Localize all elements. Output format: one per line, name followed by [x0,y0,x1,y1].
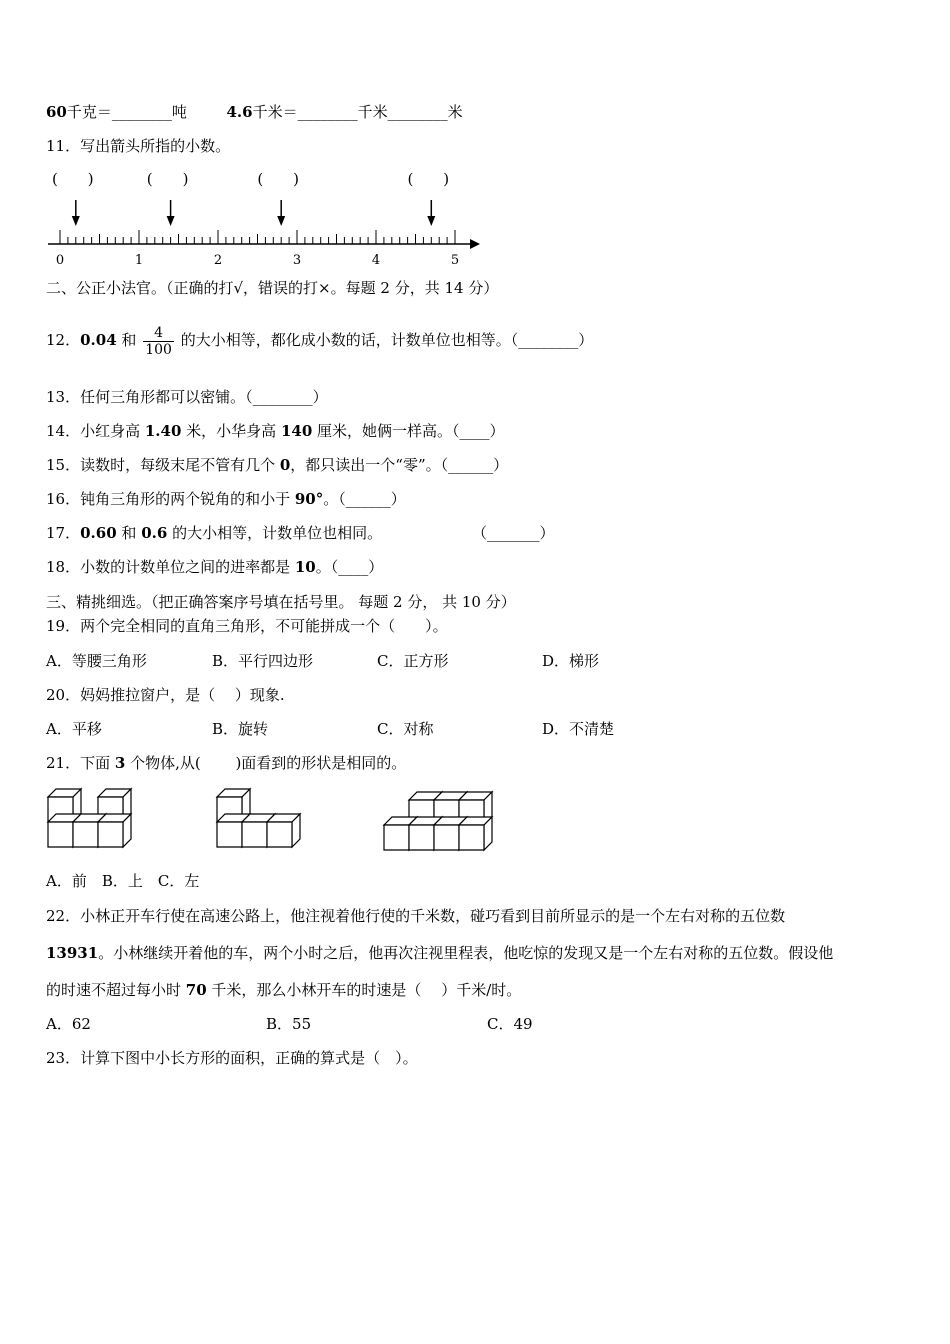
q20-option-a[interactable]: A．平移 [46,720,102,738]
q19-option-c[interactable]: C．正方形 [377,652,449,670]
q20-option-c[interactable]: C．对称 [377,720,434,738]
q12-rest: 的大小相等，都化成小数的话，计数单位也相等。（________） [175,331,594,349]
q18-a: 18．小数的计数单位之间的进率都是 [46,558,295,576]
q10-b-unit3: 米 [447,103,463,121]
q22-line3-c: 千米，那么小林开车的时速是（ ）千米/时。 [206,981,522,999]
q20-option-b[interactable]: B．旋转 [212,720,269,738]
tick-label: 0 [55,253,65,268]
q18 [46,557,383,577]
q12-mid: 和 [116,331,142,349]
tick-label: 2 [213,253,223,268]
q10-b-unit2: 千米 [357,103,388,121]
q16-a: 16．钝角三角形的两个锐角的和小于 [46,490,295,508]
q12-prefix: 12． [46,331,81,349]
answer-paren: ( ) [51,170,94,188]
q22-line2-text: 。小林继续开着他的车，两个小时之后，他再次注视里程表，他吃惊的发现又是一个左右对称的五位数。假设他 [98,944,834,962]
q14-d: 140 [280,422,313,440]
q22-option-a[interactable]: A．62 [46,1015,91,1033]
number-line-labels [56,253,459,268]
q17-b: 0.60 [80,524,117,542]
q15 [46,455,508,475]
q10-a-unit2: 吨 [171,103,187,121]
axis-arrowhead [470,239,480,249]
answer-paren: ( ) [407,170,450,188]
q18-c: 。（____） [315,558,384,576]
q10-b-unit1: 千米＝ [252,103,298,121]
cube [267,814,300,847]
q23-text: 23．计算下图中小长方形的面积，正确的算式是（ ）。 [46,1049,418,1067]
answer-parens [52,170,449,188]
q20-text: 20．妈妈推拉窗户，是（ ）现象. [46,686,285,704]
down-arrow-icon [427,216,435,226]
q14 [46,421,505,441]
q14-b: 1.40 [144,422,182,440]
q10-b-blank2[interactable]: ________ [387,103,448,121]
q16-b: 90° [294,490,324,508]
q17-d: 0.6 [141,524,168,542]
q17 [46,523,382,543]
tick-label: 4 [371,253,381,268]
q13: 13．任何三角形都可以密铺。（________） [46,388,328,406]
q19-option-b[interactable]: B．平行四边形 [212,652,314,670]
tick-label: 1 [134,253,144,268]
q22-line1: 22．小林正开车行使在高速公路上，他注视着他行使的千米数，碰巧看到目前所显示的是一个左右对称的五位数 [46,907,786,925]
q10-b-value: 4.6 [226,103,253,121]
section2-heading: 二、公正小法官。（正确的打√，错误的打×。每题 2 分，共 14 分） [46,279,499,297]
q12-frac-num: 4 [143,325,174,342]
q16-c: 。（______） [323,490,406,508]
q12-fraction [143,325,174,358]
q14-a: 14．小红身高 [46,422,145,440]
q10-a-unit1: 千克＝ [66,103,112,121]
q21-text [46,753,406,773]
q15-a: 15．读数时，每级末尾不管有几个 [46,456,280,474]
section3-heading: 三、精挑细选。（把正确答案序号填在括号里。 每题 2 分， 共 10 分） [46,593,516,611]
q21-c: 个物体,从( )面看到的形状是相同的。 [125,754,407,772]
q17-blank[interactable]: （_______） [472,524,555,542]
q18-b: 10 [294,558,316,576]
q21-b: 3 [114,754,126,772]
tick-label: 3 [292,253,302,268]
q22-line3-b: 70 [185,981,207,999]
q15-b: 0 [279,456,291,474]
q17-c: 和 [116,524,142,542]
number-line-axis [48,230,480,249]
number-line-figure [40,166,500,270]
q21-options[interactable]: A．前 B．上 C．左 [46,872,200,890]
q12-num1: 0.04 [80,331,117,349]
q22-option-c[interactable]: C．49 [487,1015,533,1033]
q11-text: 11．写出箭头所指的小数。 [46,137,231,155]
q19-option-a[interactable]: A．等腰三角形 [46,652,147,670]
q22-line2 [46,943,833,963]
q22-line3 [46,980,521,1000]
tick-label: 5 [450,253,460,268]
q20-option-d[interactable]: D．不清楚 [542,720,615,738]
q15-c: ，都只读出一个“零”。（______） [290,456,509,474]
answer-arrows [72,200,436,226]
q12-frac-den: 100 [145,341,172,358]
q17-e: 的大小相等，计数单位也相同。 [167,524,383,542]
down-arrow-icon [277,216,285,226]
q21-a: 21．下面 [46,754,115,772]
q19-option-d[interactable]: D．梯形 [542,652,600,670]
q17-a: 17． [46,524,81,542]
answer-paren: ( ) [146,170,189,188]
q12 [46,322,593,358]
q14-c: 米，小华身高 [181,422,281,440]
down-arrow-icon [167,216,175,226]
q10-a-value: 60 [46,103,67,121]
q22-line2-num: 13931 [46,944,99,962]
cube [459,817,492,850]
q16 [46,489,406,509]
answer-paren: ( ) [257,170,300,188]
q22-option-b[interactable]: B．55 [266,1015,312,1033]
q10-a-blank[interactable]: ________ [111,103,172,121]
q10-conversion-line [46,102,463,122]
cube-drawings [48,789,492,850]
q22-line3-a: 的时速不超过每小时 [46,981,186,999]
q10-b-blank1[interactable]: ________ [297,103,358,121]
cube [98,814,131,847]
q14-e: 厘米，她俩一样高。（____） [312,422,505,440]
down-arrow-icon [72,216,80,226]
cube-figures [44,784,514,858]
q19-text: 19．两个完全相同的直角三角形，不可能拼成一个（ ）。 [46,617,448,635]
